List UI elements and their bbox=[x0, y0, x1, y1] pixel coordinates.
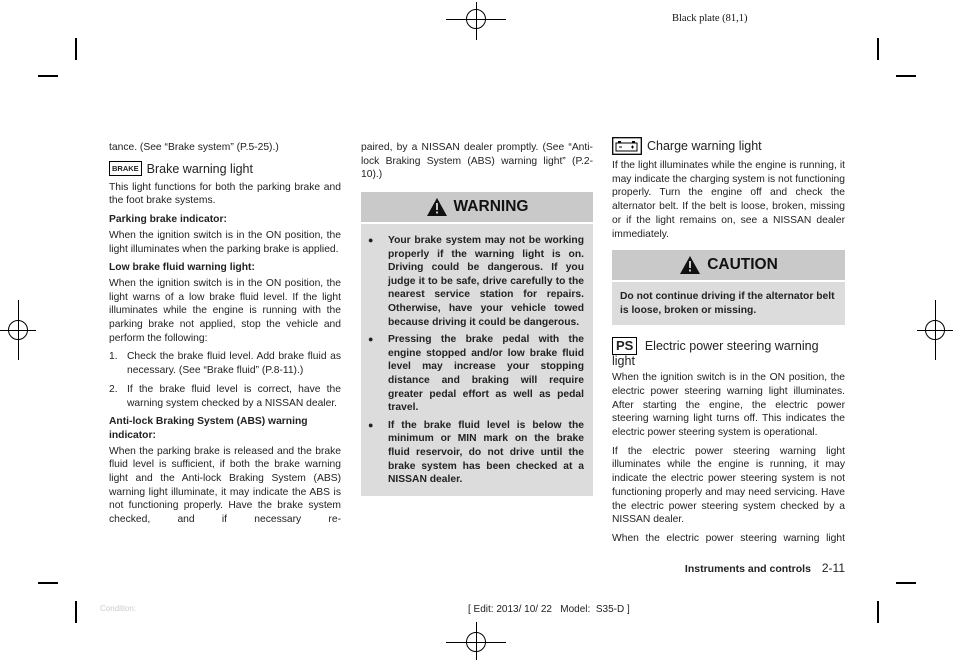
footer-section-name: Instruments and controls bbox=[684, 563, 811, 575]
bullet: ● bbox=[368, 334, 374, 345]
caution-text: Do not continue driving if the alternator belt is loose, broken or missing. bbox=[620, 291, 835, 317]
section-title: Electric power steering warning bbox=[644, 339, 819, 354]
caution-box-body bbox=[612, 282, 845, 325]
bullet: ● bbox=[368, 419, 374, 430]
warning-title: WARNING bbox=[453, 198, 529, 216]
bullet: ● bbox=[368, 235, 374, 246]
fluid-warning-heading: Low brake fluid warning light: bbox=[109, 262, 255, 274]
plate-label: Black plate (81,1) bbox=[672, 13, 748, 24]
registration-line bbox=[935, 300, 936, 360]
crop-mark bbox=[896, 582, 916, 584]
brake-warning-icon: BRAKE bbox=[109, 161, 142, 176]
power-steering-icon: PS bbox=[612, 337, 637, 355]
section-title: Brake warning light bbox=[146, 161, 253, 176]
intro-text: This light functions for both the parking brake and the foot brake systems. bbox=[109, 181, 341, 207]
eps-text: When the ignition switch is in the ON position, the electric power steering warning light illuminates. After starting the engine, the electric power steering warning light turns off. This indicates the electric power steering system is operational. bbox=[612, 372, 845, 439]
crop-mark bbox=[877, 38, 879, 60]
crop-mark bbox=[75, 38, 77, 60]
list-item: 1. Check the brake fluid level. Add brake fluid as necessary. (See “Brake fluid” (P.8-11).) bbox=[109, 351, 341, 377]
eps-text: When the electric power steering warning light bbox=[612, 532, 845, 544]
edit-info: [ Edit: 2013/ 10/ 22 Model: S35-D ] bbox=[468, 604, 630, 615]
page-footer bbox=[640, 561, 845, 575]
brake-warning-heading bbox=[109, 161, 341, 177]
crop-mark bbox=[877, 601, 879, 623]
section-title-continued: light bbox=[612, 354, 635, 369]
warning-box-header bbox=[361, 192, 593, 222]
warning-box bbox=[361, 192, 593, 496]
fluid-warning-text: When the ignition switch is in the ON position, the light warns of a low brake fluid level. If the light illuminates while the engine is running with the parking brake not applied, stop the vehicle and perform the following: bbox=[109, 277, 341, 344]
left-column bbox=[109, 141, 341, 532]
warning-box-body bbox=[361, 224, 593, 496]
eps-text: If the electric power steering warning light illuminates while the engine is running, it may indicate the electric power steering system is not functioning properly and may need servicing. Have the electric power steering system checked by a NISSAN dealer. bbox=[612, 445, 845, 526]
battery-icon bbox=[612, 137, 642, 155]
caution-box-header bbox=[612, 250, 845, 280]
registration-line bbox=[18, 300, 19, 360]
warning-list bbox=[368, 234, 584, 487]
crop-mark bbox=[75, 601, 77, 623]
abs-heading: Anti-lock Braking System (ABS) warning indicator: bbox=[109, 416, 308, 441]
list-item: 2. If the brake fluid level is correct, have the warning system checked by a NISSAN dealer. bbox=[109, 383, 341, 409]
warning-triangle-icon bbox=[426, 197, 448, 217]
section-title: Charge warning light bbox=[647, 139, 762, 153]
caution-box bbox=[612, 250, 845, 325]
right-column bbox=[612, 137, 845, 551]
parking-brake-heading: Parking brake indicator: bbox=[109, 214, 227, 226]
list-item: ● Pressing the brake pedal with the engine stopped and/or low brake fluid level may increase your stopping distance and braking will require greater pedal effort as well as pedal travel. bbox=[368, 334, 584, 414]
crop-mark bbox=[38, 75, 58, 77]
page-number: 2-11 bbox=[821, 561, 845, 575]
abs-text: When the parking brake is released and the brake fluid level is sufficient, if both the brake warning light and the Anti-lock Braking System (ABS) warning light illuminate, it may indicate the ABS is not functioning properly. Have the brake system checked, and if necessary re- bbox=[109, 445, 341, 526]
registration-line bbox=[476, 622, 477, 660]
continuation-text: paired, by a NISSAN dealer promptly. (See “Anti-lock Braking System (ABS) warning light” (P.2-10).) bbox=[361, 142, 593, 181]
eps-heading bbox=[612, 337, 845, 368]
continuation-text: tance. (See “Brake system” (P.5-25).) bbox=[109, 142, 279, 153]
list-item: ● If the brake fluid level is below the minimum or MIN mark on the brake fluid reservoir, do not drive until the brake system has been checked at a NISSAN dealer. bbox=[368, 419, 584, 486]
parking-brake-text: When the ignition switch is in the ON position, the light illuminates when the parking brake is applied. bbox=[109, 229, 341, 255]
list-item: ● Your brake system may not be working properly if the warning light is on. Driving could be dangerous. If you judge it to be safe, drive carefully to the nearest service station for repairs. Otherwise, have your vehicle towed because driving it could be dangerous. bbox=[368, 235, 584, 328]
steps-list bbox=[109, 350, 341, 410]
charge-text: If the light illuminates while the engine is running, it may indicate the charging system is not functioning properly. Turn the engine off and check the alternator belt. If the belt is loose, broken, missing or if the light remains on, see a NISSAN dealer immediately. bbox=[612, 160, 845, 240]
condition-label: Condition: bbox=[100, 604, 137, 613]
charge-warning-heading bbox=[612, 137, 845, 155]
registration-line bbox=[476, 2, 477, 40]
middle-column bbox=[361, 141, 593, 496]
warning-triangle-icon bbox=[679, 255, 701, 275]
crop-mark bbox=[896, 75, 916, 77]
crop-mark bbox=[38, 582, 58, 584]
caution-title: CAUTION bbox=[707, 256, 778, 274]
